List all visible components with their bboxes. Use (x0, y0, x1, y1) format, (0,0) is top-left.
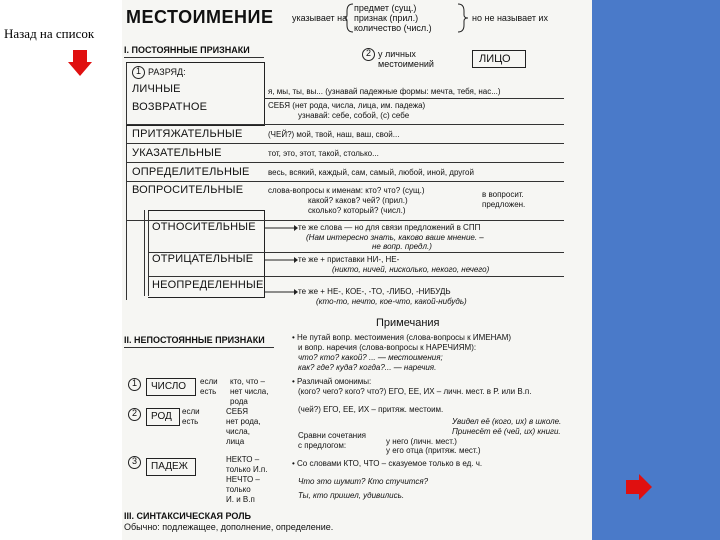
row-cat-negative: ОТРИЦАТЕЛЬНЫЕ (152, 253, 254, 265)
box-case: ПАДЕЖ (146, 458, 196, 476)
example-2: Принесёт её (чей, их) книги. (452, 427, 561, 436)
row-desc-indefinite: те же + НЕ-, КОЕ-, -ТО, -ЛИБО, -НИБУДЬ (298, 287, 451, 296)
box-2-b: есть (182, 417, 199, 426)
row-desc-reflexive: СЕБЯ (нет рода, числа, лица, им. падежа) (268, 101, 426, 110)
note-line-1: • Не путай вопр. местоимения (слова-вопросы к ИМЕНАМ) (292, 333, 512, 342)
kto-line-1: • Со словами КТО, ЧТО – сказуемое только в ед. ч. (292, 459, 483, 468)
notes-title: Примечания (376, 317, 440, 329)
row-sep (264, 98, 564, 99)
homonyms-1: • Различай омонимы: (292, 377, 372, 386)
compare-4: у его отца (притяж. мест.) (386, 446, 481, 455)
row-desc2-interrogative: какой? каков? чей? (прил.) (308, 196, 408, 205)
kto-line-3: Ты, кто пришел, удивились. (298, 491, 405, 500)
homonyms-3: (чей?) ЕГО, ЕЕ, ИХ – притяж. местоим. (298, 405, 444, 414)
row-desc-relative: те же слова — но для связи предложений в СПП (298, 223, 481, 232)
item-2-text-2: местоимений (378, 59, 434, 69)
bracket-sub (144, 210, 145, 296)
kto-line-2: Что это шумит? Кто стучится? (298, 477, 429, 486)
brace-right (457, 3, 469, 33)
item-2-number: 2 (362, 48, 375, 61)
row-desc3-relative: не вопр. предл.) (372, 242, 432, 251)
number-3: 3 (128, 456, 141, 469)
brace-left (344, 3, 354, 33)
row-cat-relative: ОТНОСИТЕЛЬНЫЕ (152, 221, 256, 233)
row-cat-indefinite: НЕОПРЕДЕЛЕННЫЕ (152, 279, 264, 291)
section-2-heading: II. НЕПОСТОЯННЫЕ ПРИЗНАКИ (124, 335, 265, 345)
box-1-b: есть (200, 387, 217, 396)
box-1-c: кто, что – (230, 377, 265, 386)
row-cat-possessive: ПРИТЯЖАТЕЛЬНЫЕ (132, 128, 243, 140)
section-1-underline (124, 57, 264, 58)
row-cat-personal: ЛИЧНЫЕ (132, 83, 181, 95)
brace-item-3: количество (числ.) (354, 23, 432, 33)
arrow-right-icon[interactable] (626, 474, 652, 500)
back-to-list-link[interactable]: Назад на список (4, 26, 95, 41)
row-sep (148, 276, 564, 277)
box-3-c: НЕЧТО – (226, 475, 260, 484)
document-page (122, 0, 592, 540)
row-desc2-indefinite: (кто-то, нечто, кое-что, какой-нибудь) (316, 297, 467, 306)
box-3-b: только И.п. (226, 465, 268, 474)
row-desc-definitive: весь, всякий, каждый, сам, самый, любой, иной, другой (268, 168, 474, 177)
row-desc-negative: те же + приставки НИ-, НЕ- (298, 255, 400, 264)
box-3-d: только (226, 485, 251, 494)
box-gender: РОД (146, 408, 180, 426)
box-1-e: рода (230, 397, 248, 406)
example-1: Увидел её (кого, их) в школе. (452, 417, 562, 426)
row-sep (126, 181, 564, 182)
row-sep (126, 143, 564, 144)
note-line-3: что? кто? какой? ... — местоимения; (298, 353, 443, 362)
number-1: 1 (128, 378, 141, 391)
row-desc2-reflexive: узнавай: себе, собой, (с) себе (298, 111, 410, 120)
row-desc2-relative: (Нам интересно знать, каково ваше мнение. – (306, 233, 484, 242)
row-desc-personal: я, мы, ты, вы... (узнавай падежные формы: мечта, тебя, нас...) (268, 87, 501, 96)
box-3-a: НЕКТО – (226, 455, 260, 464)
item-1-number: 1 (132, 66, 145, 79)
box-2-c: СЕБЯ (226, 407, 249, 416)
row-desc-interrogative: слова-вопросы к именам: кто? что? (сущ.) (268, 186, 425, 195)
box-1-d: нет числа, (230, 387, 269, 396)
box-2-e: числа, (226, 427, 250, 436)
section-1-heading: I. ПОСТОЯННЫЕ ПРИЗНАКИ (124, 45, 250, 55)
box-2-a: если (182, 407, 200, 416)
box-1-a: если (200, 377, 218, 386)
item-1-label: РАЗРЯД: (148, 67, 186, 77)
row-sep (126, 124, 564, 125)
homonyms-2: (кого? чего? кого? что?) ЕГО, ЕЕ, ИХ – личн. мест. в Р. или В.п. (298, 387, 532, 396)
row-sep (126, 162, 564, 163)
brace-item-1: предмет (сущ.) (354, 3, 417, 13)
box-2-f: лица (226, 437, 245, 446)
arrows-to-descriptions (264, 222, 298, 302)
row-desc2-negative: (никто, ничей, нисколько, некого, нечего) (332, 265, 490, 274)
title-note-1: указывает на (292, 13, 348, 23)
box-3-e: И. и В.п (226, 495, 255, 504)
section-2-underline (124, 347, 274, 348)
brace-item-2: признак (прил.) (354, 13, 419, 23)
left-panel (0, 0, 122, 540)
compare-1: Сравни сочетания (298, 431, 366, 440)
compare-3: у него (личн. мест.) (386, 437, 457, 446)
note-line-2: и вопр. наречия (слова-вопросы к НАРЕЧИЯМ): (298, 343, 477, 352)
box-number: ЧИСЛО (146, 378, 196, 396)
row-cat-interrogative: ВОПРОСИТЕЛЬНЫЕ (132, 184, 244, 196)
note-line-4: как? где? куда? когда?... — наречия. (298, 363, 437, 372)
row-desc3-interrogative: сколько? который? (числ.) (308, 206, 406, 215)
doc-title: МЕСТОИМЕНИЕ (126, 7, 274, 27)
row-desc-possessive: (ЧЕЙ?) мой, твой, наш, ваш, свой... (268, 130, 400, 139)
item-2-box: ЛИЦО (472, 50, 526, 68)
arrow-down-icon[interactable] (68, 50, 92, 76)
section-3-heading: III. СИНТАКСИЧЕСКАЯ РОЛЬ (124, 511, 251, 521)
row-side-interrogative: в вопросит. предложен. (482, 190, 526, 209)
row-cat-definitive: ОПРЕДЕЛИТЕЛЬНЫЕ (132, 166, 250, 178)
compare-2: с предлогом: (298, 441, 347, 450)
item-2-text-1: у личных (378, 49, 416, 59)
number-2: 2 (128, 408, 141, 421)
title-note-2: но не называет их (472, 13, 548, 23)
box-2-d: нет рода, (226, 417, 261, 426)
row-cat-demonstrative: УКАЗАТЕЛЬНЫЕ (132, 147, 222, 159)
row-cat-reflexive: ВОЗВРАТНОЕ (132, 101, 208, 113)
section-3-text: Обычно: подлежащее, дополнение, определение. (124, 522, 334, 532)
row-desc-demonstrative: тот, это, этот, такой, столько... (268, 149, 379, 158)
